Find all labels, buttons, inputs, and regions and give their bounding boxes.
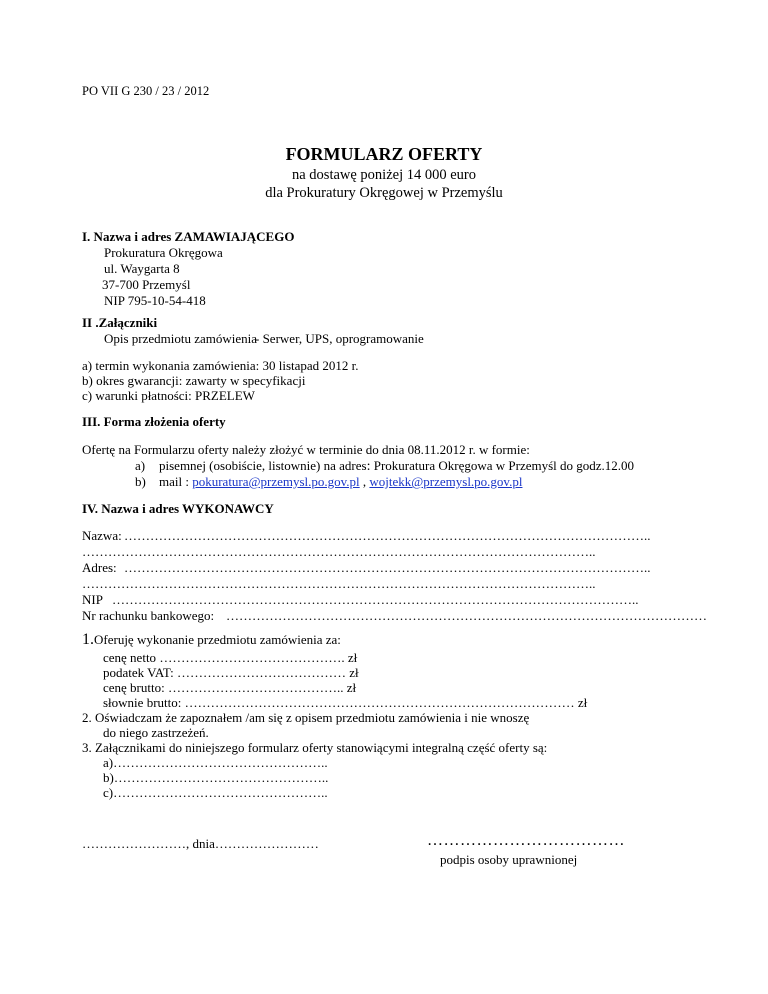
submission-option-a-address: Prokuratura Okręgowa w Przemyśl do godz.12.00 [370, 458, 635, 473]
price-brutto-dots: ………………………………….. [167, 680, 344, 695]
signature-line[interactable]: ……………………………… [427, 832, 625, 849]
attachment-c-dots: ………………………………………….. [113, 785, 328, 800]
price-netto-currency: zł [347, 650, 358, 665]
contractor-address-continuation[interactable]: ……………………………………………………………………………………………………….. [82, 576, 596, 591]
contractor-bank-dots: ………………………………………………………………………………………………… [226, 608, 707, 623]
contractor-nip-label: NIP [82, 592, 103, 607]
section-3-heading: III. Forma złożenia oferty [82, 414, 226, 429]
section-4-heading: IV. Nazwa i adres WYKONAWCY [82, 501, 274, 516]
place-date-label: , dnia [186, 836, 215, 851]
submission-option-b-text: mail : [159, 474, 193, 489]
contractor-address-line[interactable] [82, 560, 651, 576]
place-date-line[interactable] [82, 836, 319, 852]
price-brutto-label: cenę brutto: [103, 680, 165, 695]
attachment-b-line[interactable] [103, 770, 328, 786]
contractor-name-label: Nazwa: [82, 528, 122, 543]
offer-item-2-line-2: do niego zastrzeżeń. [103, 725, 209, 740]
price-vat-dots: ………………………………… [176, 665, 346, 680]
offer-item-1-number: 1. [82, 631, 94, 648]
price-brutto-currency: zł [346, 680, 357, 695]
place-dots: …………………… [82, 836, 186, 851]
form-subtitle-2: dla Prokuratury Okręgowej w Przemyślu [265, 185, 503, 201]
contractor-address-dots: ………………………………………………………………………………………………………….. [124, 560, 651, 575]
warranty-line: b) okres gwarancji: zawarty w specyfikacji [82, 373, 306, 388]
form-subtitle-1: na dostawę poniżej 14 000 euro [291, 167, 477, 183]
client-nip: NIP 795-10-54-418 [104, 293, 206, 308]
price-netto-line[interactable] [103, 650, 357, 666]
term-line: a) termin wykonania zamówienia: 30 listapad 2012 r. [82, 358, 359, 373]
price-words-label: słownie brutto: [103, 695, 182, 710]
attachment-b-marker: b) [103, 770, 114, 785]
subject-description-label: Opis przedmiotu zamówienia [104, 331, 258, 346]
email-separator: , [359, 474, 370, 489]
price-netto-label: cenę netto [103, 650, 157, 665]
client-street: ul. Waygarta 8 [104, 261, 180, 276]
email-link-1[interactable]: pokuratura@przemysl.po.gov.pl [192, 474, 360, 489]
submission-option-a-marker: a) [135, 458, 146, 473]
section-1-heading: I. Nazwa i adres ZAMAWIAJĄCEGO [82, 229, 295, 244]
subject-description-value: - Serwer, UPS, oprogramowanie [255, 331, 424, 346]
section-2-heading: II .Załączniki [82, 315, 158, 330]
offer-item-3: 3. Załącznikami do niniejszego formularz oferty stanowiącymi integralną część oferty są: [82, 740, 548, 755]
document-reference: PO VII G 230 / 23 / 2012 [82, 84, 210, 98]
offer-item-2-line-1: 2. Oświadczam że zapoznałem /am się z opisem przedmiotu zamówienia i nie wnoszę [82, 710, 530, 725]
client-name: Prokuratura Okręgowa [104, 245, 223, 260]
price-brutto-line[interactable] [103, 680, 356, 696]
contractor-bank-line[interactable] [82, 608, 707, 624]
price-vat-line[interactable] [103, 665, 359, 681]
contractor-name-line[interactable] [82, 528, 651, 544]
client-city: 37-700 Przemyśl [102, 277, 191, 292]
submission-option-a-colon: : [366, 459, 371, 474]
contractor-nip-dots: ………………………………………………………………………………………………………….. [112, 592, 639, 607]
price-words-dots: ……………………………………………………………………………… [184, 695, 575, 710]
offer-item-1-text: Oferuję wykonanie przedmiotu zamówienia za: [94, 632, 341, 647]
submission-intro: Ofertę na Formularzu oferty należy złożyć w terminie do dnia 08.11.2012 r. w formie: [82, 442, 530, 457]
submission-option-b [159, 474, 522, 490]
attachment-b-dots: ………………………………………….. [113, 770, 329, 785]
contractor-name-dots: ………………………………………………………………………………………………………….. [124, 528, 651, 543]
contractor-nip-line[interactable] [82, 592, 639, 608]
signature-label: podpis osoby uprawnionej [440, 852, 578, 867]
price-words-line[interactable] [103, 695, 587, 711]
attachment-a-marker: a) [103, 755, 114, 770]
submission-option-a-text: pisemnej (osobiście, listownie) na adres [159, 458, 367, 473]
payment-line: c) warunki płatności: PRZELEW [82, 388, 255, 403]
contractor-name-continuation[interactable]: ……………………………………………………………………………………………………….. [82, 544, 596, 559]
price-words-currency: zł [577, 695, 588, 710]
attachment-a-line[interactable] [103, 755, 328, 771]
attachment-a-dots: ………………………………………….. [113, 755, 328, 770]
email-link-2[interactable]: wojtekk@przemysl.po.gov.pl [369, 474, 523, 489]
contractor-address-label: Adres: [82, 560, 117, 575]
submission-option-b-marker: b) [135, 474, 146, 489]
form-title: FORMULARZ OFERTY [285, 144, 483, 164]
price-netto-dots: ……………………………………. [159, 650, 345, 665]
date-dots: …………………… [214, 836, 319, 851]
price-vat-currency: zł [349, 665, 359, 680]
attachment-c-marker: c) [103, 785, 114, 800]
contractor-bank-label: Nr rachunku bankowego: [82, 608, 215, 623]
submission-option-a [159, 458, 634, 475]
offer-item-1 [82, 632, 341, 648]
price-vat-label: podatek VAT: [103, 665, 174, 680]
attachment-c-line[interactable] [103, 785, 328, 801]
